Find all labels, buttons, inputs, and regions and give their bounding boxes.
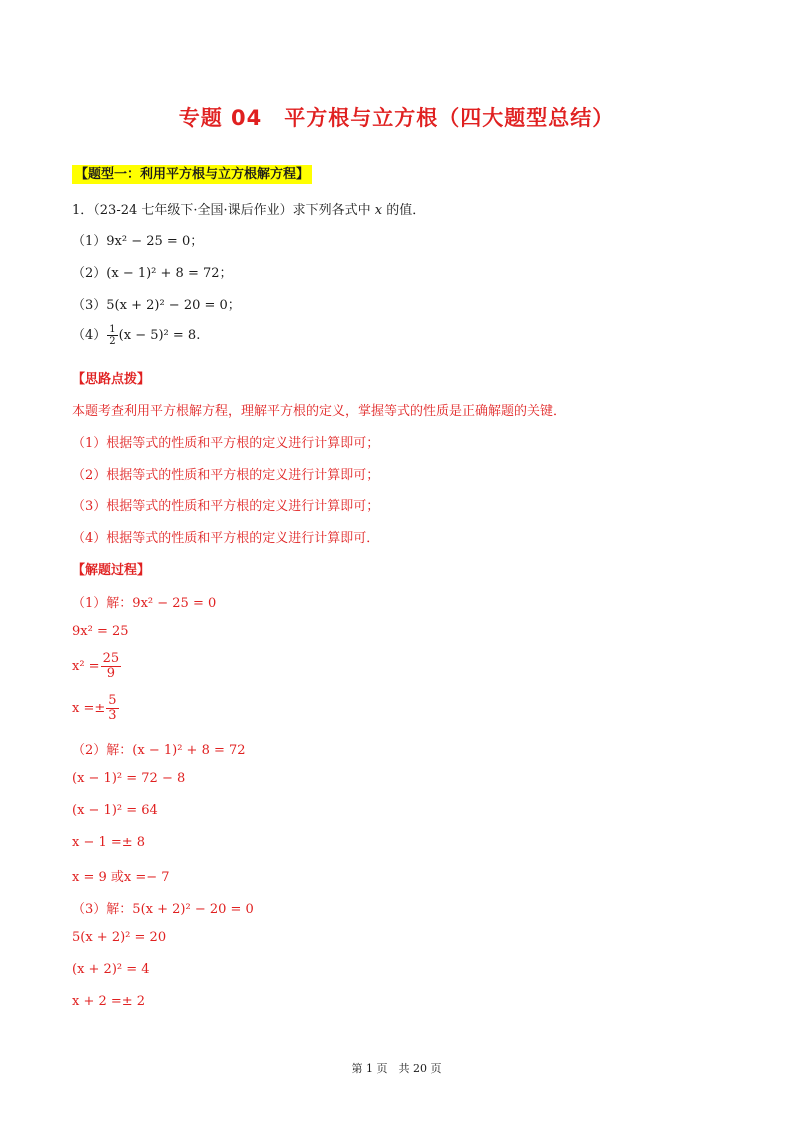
footer-prefix: 第 [351, 1062, 363, 1075]
equation-3 [72, 294, 241, 313]
footer-suffix: 页 [430, 1062, 442, 1075]
equation-1 [72, 230, 203, 249]
solution-2-line-5 [72, 866, 170, 885]
fraction-numerator: 1 [109, 324, 116, 335]
footer-mid: 页 共 [376, 1062, 410, 1075]
item-label: （1） [72, 596, 107, 611]
math-line: x + 2 =± 2 [72, 994, 146, 1009]
question-text-pre: 求下列各式中 [292, 203, 375, 218]
solution-2-line-1 [72, 739, 246, 758]
math-line: 9x² − 25 = 0 [132, 596, 217, 611]
hint-heading: 【思路点拨】 [72, 372, 151, 387]
solution-3-line-2 [72, 930, 166, 945]
fraction-numerator: 5 [108, 693, 117, 708]
hint-text: 根据等式的性质和平方根的定义进行计算即可； [106, 499, 380, 514]
section-heading [72, 163, 312, 182]
equation-4-text: (x − 5)² = 8. [118, 328, 201, 343]
math-line: (x − 1)² = 64 [72, 803, 158, 818]
solution-3-line-4 [72, 994, 145, 1009]
fraction-denominator: 2 [109, 336, 116, 347]
equation-4 [72, 324, 200, 347]
math-line: 5(x + 2)² = 20 [72, 930, 167, 945]
solution-2-line-4 [72, 835, 145, 850]
math-line: (x − 1)² + 8 = 72 [132, 743, 246, 758]
solution-heading: 【解题过程】 [72, 563, 151, 578]
solution-label: 解： [106, 743, 133, 758]
solution-1-line-4 [72, 694, 120, 723]
solution-fraction [101, 652, 122, 681]
fraction-denominator: 9 [106, 666, 115, 681]
question-variable: x [374, 203, 383, 218]
footer-current-page: 1 [366, 1062, 373, 1075]
equation-1-text: 9x² − 25 = 0； [106, 234, 204, 249]
solution-fraction [106, 694, 118, 723]
fraction-numerator: 25 [102, 651, 120, 666]
hint-item-3 [72, 495, 379, 514]
equation-4-fraction [107, 324, 117, 347]
math-line: x = 9 或x =− 7 [72, 870, 170, 885]
item-label: （2） [72, 266, 107, 281]
solution-1-line-2 [72, 624, 129, 639]
hint-text: 根据等式的性质和平方根的定义进行计算即可； [106, 436, 380, 451]
math-line: x² = [72, 659, 100, 674]
hint-item-1 [72, 432, 379, 451]
footer-total-pages: 20 [413, 1062, 427, 1075]
hint-item-2 [72, 464, 379, 483]
solution-3-line-3 [72, 962, 150, 977]
math-line: 9x² = 25 [72, 624, 129, 639]
equation-2 [72, 262, 233, 281]
equation-2-text: (x − 1)² + 8 = 72； [106, 266, 233, 281]
solution-1-line-3 [72, 652, 122, 681]
math-line: (x − 1)² = 72 − 8 [72, 771, 186, 786]
fraction-denominator: 3 [108, 708, 117, 723]
page-title: 专题 04 平方根与立方根（四大题型总结） [178, 106, 615, 130]
hint-item-4 [72, 527, 379, 546]
section-heading-label: 【题型一：利用平方根与立方根解方程】 [72, 165, 312, 184]
solution-label: 解： [106, 902, 133, 917]
solution-2-line-2 [72, 771, 185, 786]
item-label: （3） [72, 499, 107, 514]
math-line: x − 1 =± 8 [72, 835, 146, 850]
math-line: (x + 2)² = 4 [72, 962, 150, 977]
item-label: （3） [72, 298, 107, 313]
item-label: （1） [72, 436, 107, 451]
item-label: （4） [72, 328, 107, 343]
solution-2-line-3 [72, 803, 158, 818]
question-text-post: 的值． [382, 203, 426, 218]
page-footer [0, 1060, 793, 1076]
question-source: （23-24 七年级下·全国·课后作业） [93, 203, 293, 218]
item-label: （1） [72, 234, 107, 249]
solution-label: 解： [106, 596, 133, 611]
hint-text: 根据等式的性质和平方根的定义进行计算即可； [106, 468, 380, 483]
solution-1-line-1 [72, 592, 216, 611]
item-label: （2） [72, 468, 107, 483]
item-label: （4） [72, 531, 107, 546]
hint-intro: 本题考查利用平方根解方程，理解平方根的定义，掌握等式的性质是正确解题的关键． [72, 404, 567, 419]
equation-3-text: 5(x + 2)² − 20 = 0； [106, 298, 241, 313]
item-label: （3） [72, 902, 107, 917]
solution-3-line-1 [72, 898, 254, 917]
question-1 [72, 199, 425, 218]
question-number: 1． [72, 203, 94, 218]
hint-text: 根据等式的性质和平方根的定义进行计算即可． [106, 531, 380, 546]
item-label: （2） [72, 743, 107, 758]
math-line: 5(x + 2)² − 20 = 0 [132, 902, 254, 917]
math-line: x =± [72, 701, 106, 716]
